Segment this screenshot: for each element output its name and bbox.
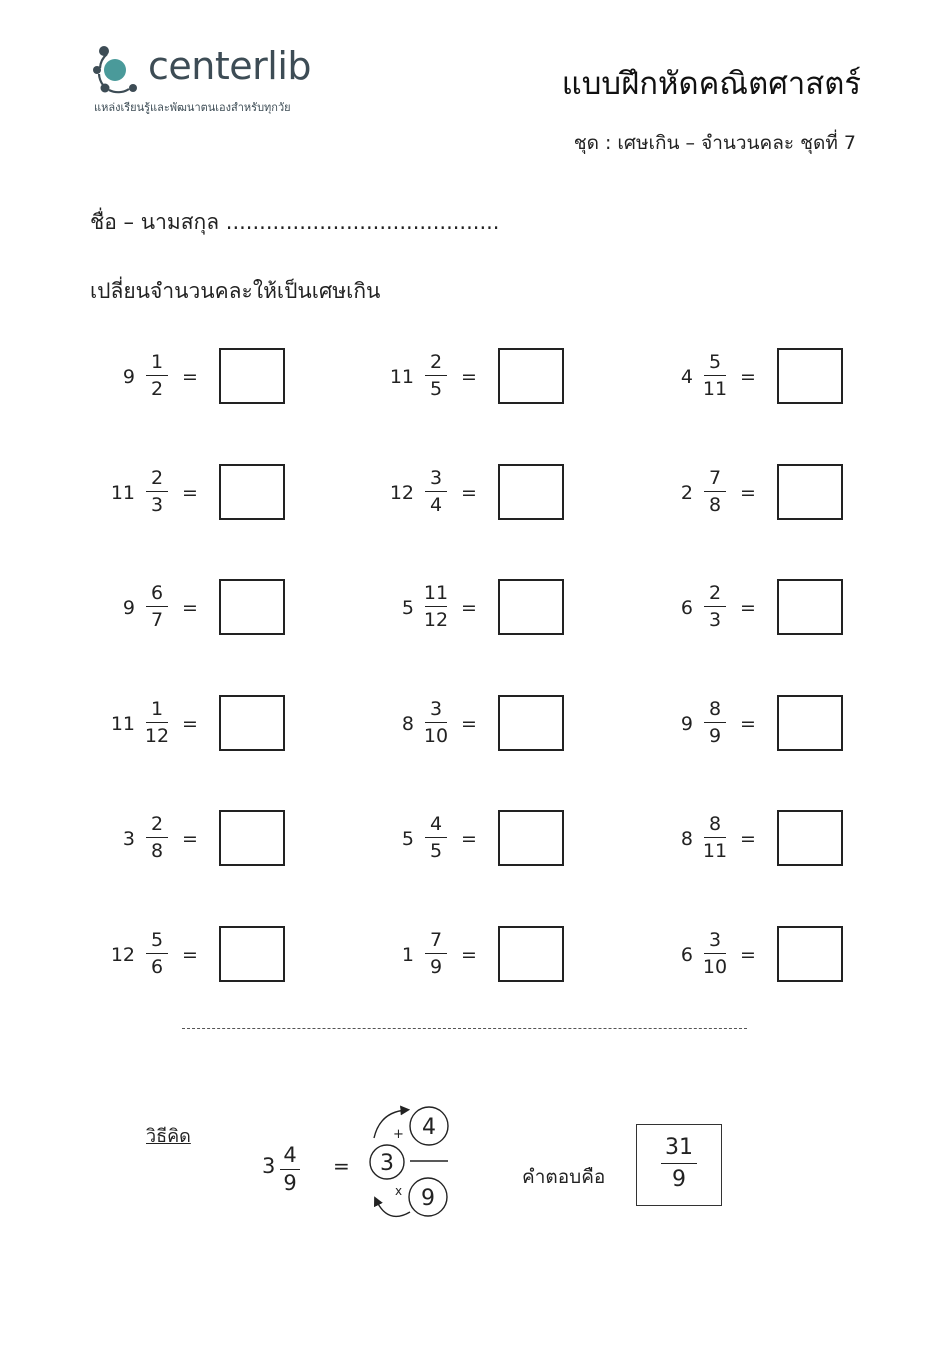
whole-number: 1: [401, 944, 414, 966]
whole-number: 5: [401, 597, 414, 619]
example-answer-box: [636, 1124, 722, 1206]
logo-mark-icon: [92, 42, 148, 98]
answer-box[interactable]: [777, 926, 843, 982]
problem-item: [668, 579, 848, 639]
whole-number: 9: [122, 366, 135, 388]
logo-tagline: แหล่งเรียนรู้และพัฒนาตนเองสำหรับทุกวัย: [94, 101, 291, 114]
fraction-bar: [704, 491, 726, 492]
fraction-bar: [704, 606, 726, 607]
problem-item: [110, 926, 290, 986]
problem-item: [110, 464, 290, 524]
fraction-bar: [146, 837, 168, 838]
whole-number: 2: [680, 482, 693, 504]
diagram-numerator: 4: [422, 1115, 436, 1140]
problem-item: [110, 579, 290, 639]
problem-item: [668, 926, 848, 986]
answer-label: คำตอบคือ: [522, 1166, 606, 1188]
fraction: [140, 698, 174, 747]
numerator: 7: [429, 929, 443, 951]
worksheet-set-label: ชุด : เศษเกิน – จำนวนคละ ชุดที่ 7: [573, 132, 856, 154]
denominator: 12: [144, 725, 170, 747]
fraction: [419, 467, 453, 516]
fraction-bar: [704, 722, 726, 723]
fraction: [698, 698, 732, 747]
fraction: [419, 813, 453, 862]
problem-item: [389, 810, 569, 870]
fraction: [419, 351, 453, 400]
denominator: 10: [423, 725, 449, 747]
denominator: 11: [702, 378, 728, 400]
instruction-text: เปลี่ยนจำนวนคละให้เป็นเศษเกิน: [90, 279, 381, 303]
equals-sign: =: [461, 597, 477, 619]
answer-box[interactable]: [219, 810, 285, 866]
diagram-denominator: 9: [421, 1186, 435, 1211]
example-fraction: [275, 1143, 305, 1196]
fraction-bar: [146, 606, 168, 607]
denominator: 3: [708, 609, 722, 631]
multiply-arrow: [376, 1200, 410, 1216]
whole-number: 11: [110, 713, 135, 735]
numerator: 1: [150, 698, 164, 720]
problem-item: [389, 579, 569, 639]
denominator: 10: [702, 956, 728, 978]
fraction-bar: [425, 491, 447, 492]
fraction-bar: [704, 953, 726, 954]
denominator: 11: [702, 840, 728, 862]
equals-sign: =: [461, 828, 477, 850]
fraction-bar: [425, 722, 447, 723]
fraction-bar: [425, 606, 447, 607]
logo-wordmark: centerlib: [148, 44, 311, 88]
equals-sign: =: [182, 713, 198, 735]
fraction-bar: [146, 722, 168, 723]
answer-box[interactable]: [498, 579, 564, 635]
numerator: 5: [708, 351, 722, 373]
equals-sign: =: [740, 713, 756, 735]
whole-number: 3: [122, 828, 135, 850]
whole-number: 9: [122, 597, 135, 619]
fraction-bar: [425, 375, 447, 376]
answer-box[interactable]: [219, 579, 285, 635]
numerator: 3: [429, 467, 443, 489]
denominator: 8: [708, 494, 722, 516]
method-label: วิธีคิด: [146, 1126, 191, 1147]
denominator: 4: [429, 494, 443, 516]
example-whole-number: 3: [262, 1154, 276, 1178]
whole-number: 12: [110, 944, 135, 966]
numerator: 5: [150, 929, 164, 951]
problem-item: [110, 810, 290, 870]
problem-item: [668, 348, 848, 408]
fraction: [140, 929, 174, 978]
answer-box[interactable]: [498, 926, 564, 982]
equals-sign: =: [740, 366, 756, 388]
equals-sign: =: [182, 482, 198, 504]
equals-sign: =: [182, 366, 198, 388]
equals-sign: =: [461, 713, 477, 735]
answer-box[interactable]: [219, 348, 285, 404]
fraction: [140, 467, 174, 516]
equals-sign: =: [182, 828, 198, 850]
numerator: 1: [150, 351, 164, 373]
whole-number: 9: [680, 713, 693, 735]
denominator: 8: [150, 840, 164, 862]
denominator: 5: [429, 378, 443, 400]
numerator: 3: [708, 929, 722, 951]
whole-number: 6: [680, 944, 693, 966]
problem-item: [110, 348, 290, 408]
equals-sign: =: [740, 828, 756, 850]
numerator: 2: [150, 467, 164, 489]
answer-box[interactable]: [777, 579, 843, 635]
denominator: 9: [429, 956, 443, 978]
answer-box[interactable]: [219, 695, 285, 751]
fraction: [698, 351, 732, 400]
numerator: 4: [429, 813, 443, 835]
numerator: 2: [708, 582, 722, 604]
times-sign: x: [395, 1184, 403, 1198]
numerator: 2: [429, 351, 443, 373]
equals-sign: =: [461, 482, 477, 504]
answer-box[interactable]: [777, 348, 843, 404]
answer-box[interactable]: [498, 810, 564, 866]
answer-box[interactable]: [777, 810, 843, 866]
problem-item: [389, 926, 569, 986]
answer-box[interactable]: [219, 926, 285, 982]
denominator: 5: [429, 840, 443, 862]
page-title: แบบฝึกหัดคณิตศาสตร์: [561, 66, 861, 102]
fraction-bar: [146, 491, 168, 492]
denominator: 6: [150, 956, 164, 978]
fraction: [140, 813, 174, 862]
whole-number: 4: [680, 366, 693, 388]
numerator: 7: [708, 467, 722, 489]
problem-item: [668, 695, 848, 755]
numerator: 3: [429, 698, 443, 720]
problem-item: [389, 695, 569, 755]
conversion-diagram: [360, 1100, 460, 1225]
denominator: 9: [708, 725, 722, 747]
answer-box[interactable]: [498, 348, 564, 404]
denominator: 12: [423, 609, 449, 631]
equals-sign: =: [461, 366, 477, 388]
logo: [92, 42, 352, 117]
denominator: 2: [150, 378, 164, 400]
equals-sign: =: [740, 944, 756, 966]
numerator: 2: [150, 813, 164, 835]
fraction: [419, 698, 453, 747]
whole-number: 8: [680, 828, 693, 850]
answer-denominator: 9: [672, 1167, 686, 1192]
equals-sign: =: [740, 597, 756, 619]
fraction-bar: [146, 953, 168, 954]
whole-number: 5: [401, 828, 414, 850]
example-numerator: 4: [283, 1143, 297, 1167]
fraction: [140, 582, 174, 631]
numerator: 6: [150, 582, 164, 604]
fraction: [698, 467, 732, 516]
whole-number: 11: [389, 366, 414, 388]
problem-item: [668, 464, 848, 524]
answer-box[interactable]: [498, 464, 564, 520]
fraction: [140, 351, 174, 400]
section-divider: [182, 1028, 747, 1029]
answer-box[interactable]: [219, 464, 285, 520]
example-equals-sign: =: [333, 1154, 350, 1178]
whole-number: 8: [401, 713, 414, 735]
equals-sign: =: [461, 944, 477, 966]
problem-item: [389, 348, 569, 408]
fraction-bar: [425, 953, 447, 954]
numerator: 11: [423, 582, 449, 604]
fraction: [698, 813, 732, 862]
plus-sign: +: [393, 1127, 404, 1142]
problem-item: [389, 464, 569, 524]
answer-box[interactable]: [777, 695, 843, 751]
numerator: 8: [708, 813, 722, 835]
student-name-line: ชื่อ – นามสกุล .........................................: [90, 210, 500, 234]
equals-sign: =: [740, 482, 756, 504]
denominator: 7: [150, 609, 164, 631]
fraction-bar: [704, 375, 726, 376]
answer-box[interactable]: [777, 464, 843, 520]
problem-item: [110, 695, 290, 755]
whole-number: 12: [389, 482, 414, 504]
fraction: [419, 582, 453, 631]
whole-number: 11: [110, 482, 135, 504]
example-denominator: 9: [283, 1171, 297, 1195]
fraction: [419, 929, 453, 978]
problem-item: [668, 810, 848, 870]
fraction-bar: [661, 1163, 697, 1164]
fraction: [698, 582, 732, 631]
answer-numerator: 31: [665, 1135, 693, 1160]
fraction-bar: [146, 375, 168, 376]
equals-sign: =: [182, 944, 198, 966]
fraction-bar: [425, 837, 447, 838]
diagram-whole: 3: [380, 1151, 394, 1176]
numerator: 8: [708, 698, 722, 720]
fraction: [698, 929, 732, 978]
equals-sign: =: [182, 597, 198, 619]
denominator: 3: [150, 494, 164, 516]
fraction-bar: [704, 837, 726, 838]
answer-box[interactable]: [498, 695, 564, 751]
whole-number: 6: [680, 597, 693, 619]
fraction-bar: [280, 1169, 300, 1170]
